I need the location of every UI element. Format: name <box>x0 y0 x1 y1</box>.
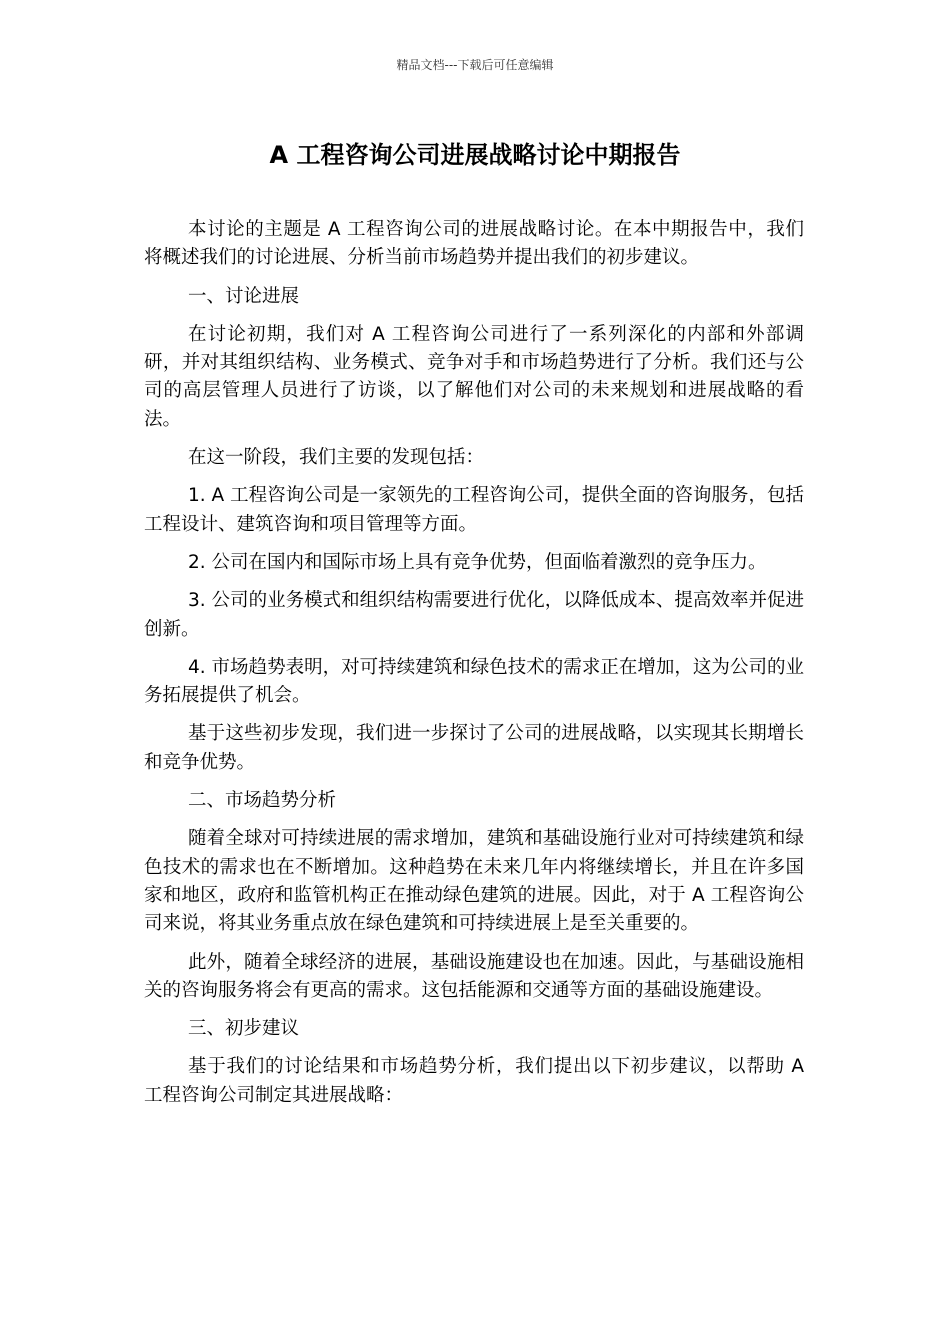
finding-item-2: 2. 公司在国内和国际市场上具有竞争优势，但面临着激烈的竞争压力。 <box>188 551 767 573</box>
finding-item-1: 1. A 工程咨询公司是一家领先的工程咨询公司，提供全面的咨询服务，包括工程设计、建筑咨询和项目管理等方面。 <box>144 485 804 535</box>
recommendations-intro: 基于我们的讨论结果和市场趋势分析，我们提出以下初步建议，以帮助 A 工程咨询公司制定其进展战略： <box>144 1056 804 1106</box>
market-paragraph-2: 此外，随着全球经济的进展，基础设施建设也在加速。因此，与基础设施相关的咨询服务将会有更高的需求。这包括能源和交通等方面的基础设施建设。 <box>144 951 804 1001</box>
intro-paragraph: 本讨论的主题是 A 工程咨询公司的进展战略讨论。在本中期报告中，我们将概述我们的讨论进展、分析当前市场趋势并提出我们的初步建议。 <box>144 219 804 269</box>
finding-item-4: 4. 市场趋势表明，对可持续建筑和绿色技术的需求正在增加，这为公司的业务拓展提供了机会。 <box>144 656 804 707</box>
section-heading-recommendations: 三、初步建议 <box>188 1018 300 1040</box>
document-title: A 工程咨询公司进展战略讨论中期报告 <box>269 141 681 169</box>
page-header: 精品文档---下载后可任意编辑 <box>396 58 554 72</box>
section-heading-progress: 一、讨论进展 <box>188 285 300 307</box>
section-heading-market: 二、市场趋势分析 <box>188 790 337 812</box>
progress-paragraph: 在讨论初期，我们对 A 工程咨询公司进行了一系列深化的内部和外部调研，并对其组织结构、业务模式、竞争对手和市场趋势进行了分析。我们还与公司的高层管理人员进行了访谈，以了解他们对公司的未来规划和进展战略的看法。 <box>144 323 804 430</box>
document-body <box>144 216 804 1120</box>
findings-summary: 基于这些初步发现，我们进一步探讨了公司的进展战略，以实现其长期增长和竞争优势。 <box>144 723 804 773</box>
market-paragraph-1: 随着全球对可持续进展的需求增加，建筑和基础设施行业对可持续建筑和绿色技术的需求也在不断增加。这种趋势在未来几年内将继续增长，并且在许多国家和地区，政府和监管机构正在推动绿色建筑的进展。因此，对于 A 工程咨询公司来说，将其业务重点放在绿色建筑和可持续进展上是至关重要的。 <box>144 828 804 935</box>
finding-item-3: 3. 公司的业务模式和组织结构需要进行优化，以降低成本、提高效率并促进创新。 <box>144 590 804 640</box>
findings-intro: 在这一阶段，我们主要的发现包括： <box>188 447 485 469</box>
